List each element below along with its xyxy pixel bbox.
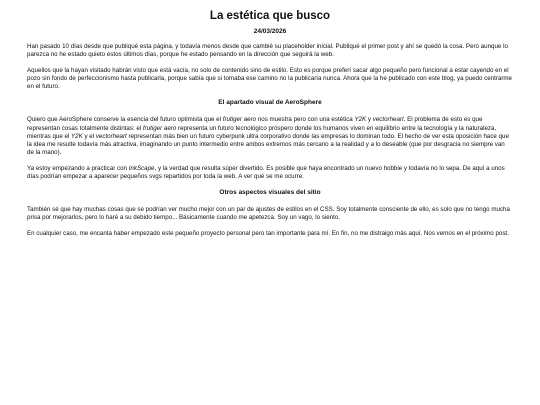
intro-paragraph-1: Han pasado 10 días desde que publiqué esta página, y todavía menos desde que cambié su placeholder inicial. Publiqué el primer post y ahí se quedó la cosa. Pero aunque lo parezca no he estado quieto estos últimos días, porque he estado pensando en la dirección que seguirá la web. [27,43,508,59]
post-date: 24/03/2026 [253,28,287,35]
other-paragraph-2: En cualquier caso, me encanta haber empezado este pequeño proyecto personal pero tan importante para mí. En fin, no me distraigo más aquí. Nos vemos en el próximo post. [27,230,509,238]
section-heading-other: Otros aspectos visuales del sitio [219,189,321,197]
intro-paragraph-2: Aquellos que la hayan visitado habrán visto que está vacía, no solo de contenido sino de estilo. Esto es porque preferí sacar algo pequeño pero funcional a estar cayendo en el pozo sin fondo de perfeccionismo hasta publicarla, porque sabía que si tomaba ese camino no la publicaría nunca. Ahora que la he publicado con este blog, ya puedo centrarme en el futuro. [27,67,513,91]
post-title: La estética que busco [209,10,331,22]
visual-paragraph-2: Ya estoy empezando a practicar con InkScape, y la verdad que resulta súper divertido. Es posible que haya encontrado un nuevo hobbie y todavía no lo sepa. De aquí a unos días podrían empezar a aparecer pequeños svgs repartidos por toda la web. A ver qué se me ocurre. [27,164,505,181]
section-heading-visual: El apartado visual de AeroSphere [218,99,322,107]
visual-paragraph-1: Quiero que AeroSphere conserve la esencia del futuro optimista que el frutiger aero nos muestra pero con una estética Y2K y vectorheart. El problema de esto es que representan cosas totalmente distintas: el frutiger aero representa un futuro tecnológico próspero donde los humanos viven en equilibrio entre la tecnología y la naturaleza, mientras que el Y2K y el vectorheart representan más bien un futuro cyberpunk ultra corporativo donde las empresas lo dominan todo. El hecho de ver esta oposición hace que la idea me resulte todavía más atractiva, imaginando un punto intermedio entre ambos extremos más cercano a la realidad y a lo deseable (que por desgracia no siempre van de la mano). [27,116,509,156]
other-paragraph-1: También sé que hay muchas cosas que se podrían ver mucho mejor con un par de ajustes de estilos en el CSS. Soy totalmente consciente de ello, es solo que no tengo mucha prisa por mejorarlos, pero lo haré a su debido tiempo... Básicamente cuando me apetezca. Soy un vago, lo siento. [27,206,510,222]
